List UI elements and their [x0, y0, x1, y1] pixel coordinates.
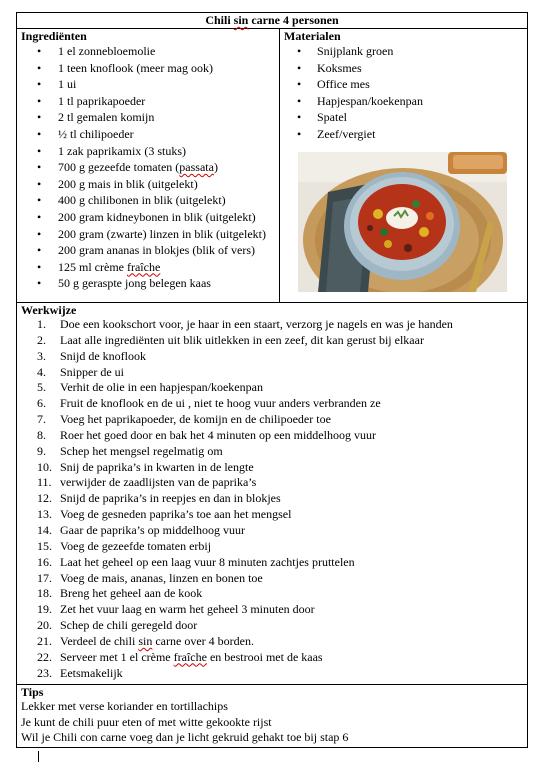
- step-text: Eetsmakelijk: [60, 665, 123, 680]
- step-number: 16.: [37, 554, 52, 569]
- step-number: 6.: [37, 396, 46, 411]
- step-text: Breng het geheel aan de kook: [60, 586, 203, 601]
- step-number: 17.: [37, 570, 52, 585]
- step-item[interactable]: [17, 650, 527, 666]
- step-number: 3.: [37, 348, 46, 363]
- ingredient-item[interactable]: • 1 ui: [17, 76, 279, 93]
- step-item[interactable]: [17, 602, 527, 618]
- ingredient-item[interactable]: • 1 el zonnebloemolie: [17, 43, 279, 60]
- step-item[interactable]: [17, 333, 527, 349]
- step-item[interactable]: [17, 634, 527, 650]
- step-item[interactable]: [17, 618, 527, 634]
- step-number: 8.: [37, 427, 46, 442]
- step-item[interactable]: [17, 380, 527, 396]
- step-text: Voeg de gezeefde tomaten erbij: [60, 538, 212, 553]
- ingredients-list: [17, 43, 279, 292]
- text-cursor: [38, 751, 39, 762]
- step-number: 9.: [37, 443, 46, 458]
- step-item[interactable]: [17, 444, 527, 460]
- step-item[interactable]: [17, 365, 527, 381]
- step-item[interactable]: [17, 555, 527, 571]
- step-number: 20.: [37, 618, 52, 633]
- step-item[interactable]: [17, 349, 527, 365]
- step-item[interactable]: [17, 523, 527, 539]
- step-text: Voeg de mais, ananas, linzen en bonen toe: [60, 570, 263, 585]
- tips-list: [17, 699, 527, 746]
- step-text: Snij de paprika’s in kwarten in de lengte: [60, 459, 254, 474]
- step-item[interactable]: [17, 317, 527, 333]
- step-item[interactable]: [17, 507, 527, 523]
- step-item[interactable]: [17, 412, 527, 428]
- ingredients-heading[interactable]: Ingrediënten: [21, 29, 87, 43]
- step-text: Snijd de knoflook: [60, 348, 147, 363]
- chili-bowl-photo[interactable]: [298, 152, 507, 292]
- step-text: Schep de chili geregeld door: [60, 618, 198, 633]
- ingredient-item[interactable]: • 200 g mais in blik (uitgelekt): [17, 176, 279, 193]
- step-item[interactable]: [17, 475, 527, 491]
- chili-bowl-image: [298, 152, 507, 292]
- ingredient-item[interactable]: • 2 tl gemalen komijn: [17, 109, 279, 126]
- step-number: 7.: [37, 412, 46, 427]
- material-item[interactable]: • Koksmes: [280, 60, 527, 77]
- recipe-table: [16, 12, 528, 748]
- step-text: Zet het vuur laag en warm het geheel 3 minuten door: [60, 602, 315, 617]
- ingredient-item[interactable]: • 50 g geraspte jong belegen kaas: [17, 275, 279, 292]
- step-number: 2.: [37, 332, 46, 347]
- step-text: Verhit de olie in een hapjespan/koekenpan: [60, 380, 263, 395]
- step-number: 12.: [37, 491, 52, 506]
- step-number: 15.: [37, 538, 52, 553]
- ingredient-item[interactable]: • 200 gram ananas in blokjes (blik of vers): [17, 242, 279, 259]
- step-item[interactable]: [17, 491, 527, 507]
- ingredient-item[interactable]: • 700 g gezeefde tomaten (passata): [17, 159, 279, 176]
- step-item[interactable]: [17, 666, 527, 682]
- recipe-title[interactable]: Chili sin carne 4 personen: [205, 13, 339, 27]
- step-number: 11.: [37, 475, 52, 490]
- tip-item[interactable]: Wil je Chili con carne voeg dan je licht gekruid gehakt toe bij stap 6: [21, 730, 349, 744]
- step-item[interactable]: [17, 586, 527, 602]
- step-text: Roer het goed door en bak het 4 minuten op een middelhoog vuur: [60, 427, 376, 442]
- tip-item[interactable]: Lekker met verse koriander en tortillachips: [21, 699, 228, 713]
- step-number: 18.: [37, 586, 52, 601]
- step-text: Snijd de paprika’s in reepjes en dan in blokjes: [60, 491, 281, 506]
- tips-cell: [17, 685, 528, 748]
- ingredient-item[interactable]: • ½ tl chilipoeder: [17, 126, 279, 143]
- ingredient-item[interactable]: • 1 zak paprikamix (3 stuks): [17, 143, 279, 160]
- step-number: 1.: [37, 317, 46, 331]
- materials-cell: [280, 29, 528, 303]
- step-number: 23.: [37, 665, 52, 680]
- material-item[interactable]: • Spatel: [280, 109, 527, 126]
- step-number: 22.: [37, 649, 52, 664]
- tip-item[interactable]: Je kunt de chili puur eten of met witte gekookte rijst: [21, 714, 272, 729]
- step-item[interactable]: [17, 428, 527, 444]
- step-text: Gaar de paprika’s op middelhoog vuur: [60, 522, 245, 537]
- step-text: Voeg de gesneden paprika’s toe aan het mengsel: [60, 507, 292, 522]
- ingredients-cell: [17, 29, 280, 303]
- step-number: 5.: [37, 380, 46, 395]
- step-item[interactable]: [17, 571, 527, 587]
- step-number: 14.: [37, 522, 52, 537]
- recipe-title-cell: [17, 13, 528, 29]
- ingredient-item[interactable]: • 200 gram (zwarte) linzen in blik (uitgelekt): [17, 226, 279, 243]
- material-item[interactable]: • Zeef/vergiet: [280, 126, 527, 143]
- step-text: Serveer met 1 el crème fraîche en bestrooi met de kaas: [60, 649, 323, 664]
- recipe-document: [16, 12, 527, 748]
- step-item[interactable]: [17, 396, 527, 412]
- step-text: Fruit de knoflook en de ui , niet te hoog vuur anders verbranden ze: [60, 396, 381, 411]
- material-item[interactable]: • Snijplank groen: [280, 43, 527, 60]
- step-text: Snipper de ui: [60, 364, 125, 379]
- materials-heading[interactable]: Materialen: [284, 29, 341, 43]
- step-number: 19.: [37, 602, 52, 617]
- step-text: verwijder de zaadlijsten van de paprika’s: [60, 475, 257, 490]
- steps-heading[interactable]: Werkwijze: [21, 303, 77, 317]
- tips-heading[interactable]: Tips: [21, 685, 44, 699]
- material-item[interactable]: • Hapjespan/koekenpan: [280, 93, 527, 110]
- steps-cell: [17, 303, 528, 685]
- ingredient-item[interactable]: • 200 gram kidneybonen in blik (uitgelekt): [17, 209, 279, 226]
- step-item[interactable]: [17, 460, 527, 476]
- ingredient-item[interactable]: • 1 teen knoflook (meer mag ook): [17, 60, 279, 77]
- steps-list: [17, 317, 527, 681]
- materials-list: [280, 43, 527, 143]
- step-text: Voeg het paprikapoeder, de komijn en de chilipoeder toe: [60, 412, 331, 427]
- step-number: 4.: [37, 364, 46, 379]
- ingredient-item[interactable]: • 125 ml crème fraîche: [17, 259, 279, 276]
- step-number: 10.: [37, 459, 52, 474]
- step-text: Verdeel de chili sin carne over 4 borden.: [60, 633, 254, 648]
- step-number: 13.: [37, 507, 52, 522]
- step-item[interactable]: [17, 539, 527, 555]
- step-text: Schep het mengsel regelmatig om: [60, 443, 223, 458]
- step-text: Laat het geheel op een laag vuur 8 minuten zachtjes pruttelen: [60, 554, 355, 569]
- ingredient-item[interactable]: • 1 tl paprikapoeder: [17, 93, 279, 110]
- material-item[interactable]: • Office mes: [280, 76, 527, 93]
- step-number: 21.: [37, 633, 52, 648]
- step-text: Laat alle ingrediënten uit blik uitlekken in een zeef, dit kan gerust bij elkaar: [60, 332, 424, 347]
- step-text: Doe een kookschort voor, je haar in een staart, verzorg je nagels en was je handen: [60, 317, 453, 331]
- ingredient-item[interactable]: • 400 g chilibonen in blik (uitgelekt): [17, 192, 279, 209]
